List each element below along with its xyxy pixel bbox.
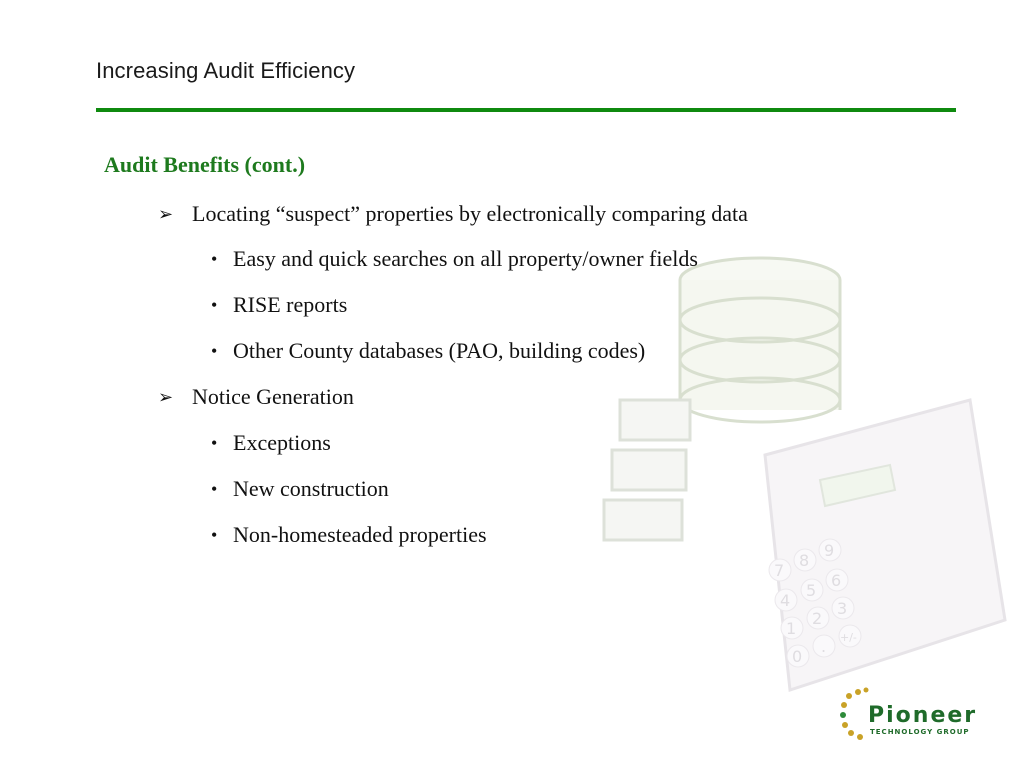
coin-stack-icon	[680, 258, 840, 422]
dot-bullet-icon: •	[211, 294, 218, 315]
bullet-item	[211, 476, 389, 502]
section-subtitle: Audit Benefits (cont.)	[104, 152, 306, 177]
svg-text:7: 7	[774, 561, 785, 580]
bullet-text: Non-homesteaded properties	[233, 522, 487, 547]
svg-text:3: 3	[837, 599, 848, 618]
dot-ring-logo-icon	[840, 686, 870, 746]
svg-text:5: 5	[806, 581, 817, 600]
dot-bullet-icon: •	[211, 524, 218, 545]
bullet-text: Locating “suspect” properties by electronically comparing data	[192, 201, 748, 226]
company-logo	[840, 686, 1010, 746]
logo-tagline: TECHNOLOGY GROUP	[870, 728, 970, 736]
dot-bullet-icon: •	[211, 478, 218, 499]
svg-text:2: 2	[812, 609, 823, 628]
bullet-item	[211, 522, 487, 548]
bullet-text: New construction	[233, 476, 389, 501]
coins-and-calculator-icon	[590, 250, 1010, 710]
svg-text:8: 8	[799, 551, 810, 570]
svg-text:1: 1	[786, 619, 797, 638]
svg-text:0: 0	[792, 647, 803, 666]
bullet-text: Exceptions	[233, 430, 331, 455]
drawer-icon	[604, 400, 690, 540]
svg-text:9: 9	[824, 541, 835, 560]
bullet-item	[211, 246, 698, 272]
logo-name: Pioneer	[868, 703, 978, 728]
dot-bullet-icon: •	[211, 340, 218, 361]
svg-text:.: .	[821, 637, 827, 656]
bullet-item	[158, 201, 748, 227]
title-divider	[96, 108, 956, 112]
arrow-bullet-icon: ➢	[158, 386, 174, 407]
bullet-item	[158, 384, 354, 410]
dot-bullet-icon: •	[211, 248, 218, 269]
bullet-text: Other County databases (PAO, building codes)	[233, 338, 646, 363]
arrow-bullet-icon: ➢	[158, 203, 174, 224]
bullet-text: Easy and quick searches on all property/owner fields	[233, 246, 698, 271]
dot-bullet-icon: •	[211, 432, 218, 453]
svg-text:+/-: +/-	[840, 631, 857, 644]
bullet-text: Notice Generation	[192, 384, 354, 409]
bullet-text: RISE reports	[233, 292, 348, 317]
bullet-item	[211, 338, 645, 364]
svg-text:6: 6	[831, 571, 842, 590]
slide-title: Increasing Audit Efficiency	[96, 58, 356, 83]
calculator-icon	[765, 400, 1005, 690]
bullet-item	[211, 430, 331, 456]
bullet-item	[211, 292, 347, 318]
svg-text:4: 4	[780, 591, 791, 610]
